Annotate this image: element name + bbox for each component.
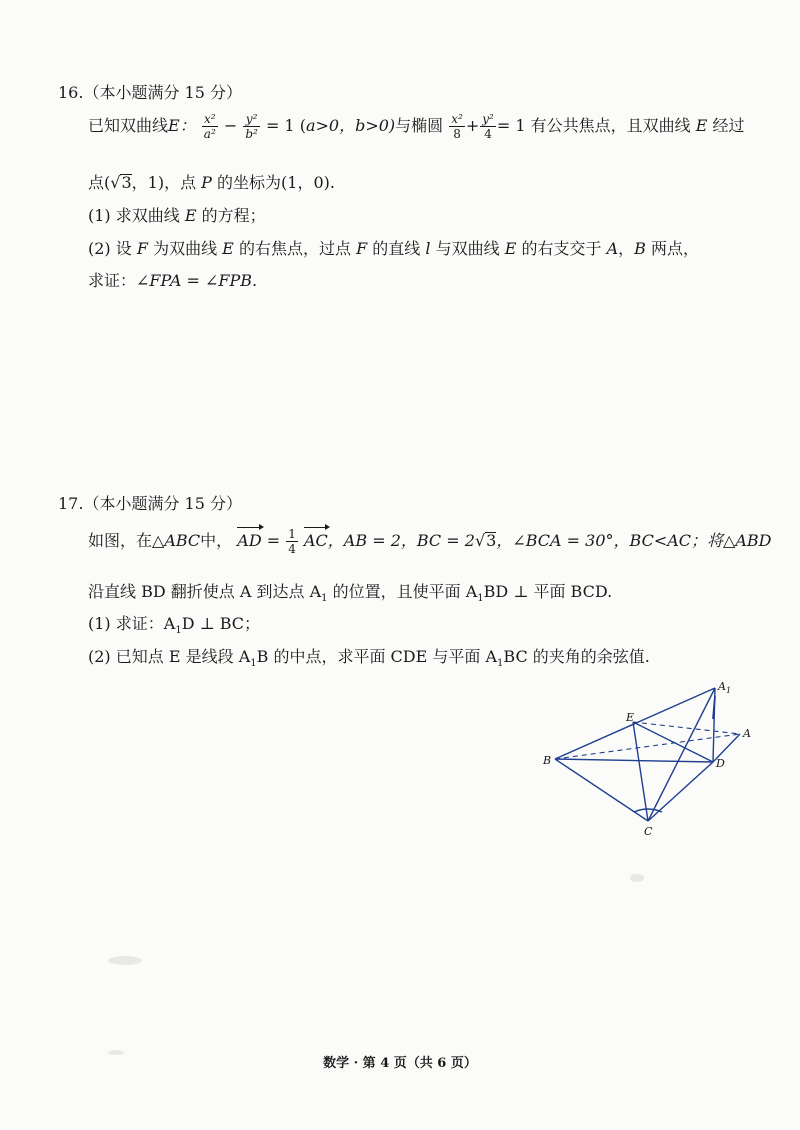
q17-stem-line1: 如图，在△ABC中， AD = $\frac{1}{4}$ AC，AB = 2，BC = 2√3，∠BCA = 30°，BC<AC；将△ABD: [88, 527, 772, 556]
q16-header: 16.（本小题满分 15 分）: [58, 83, 242, 102]
label-E: E: [626, 711, 635, 724]
edge-C-D: [648, 762, 713, 821]
fraction-y2-4: $\frac{\text{y²}}{4}$: [482, 112, 494, 141]
fraction-one-quarter: $\frac{1}{4}$: [288, 527, 296, 556]
q17-header: 17.（本小题满分 15 分）: [58, 494, 242, 513]
page-footer: 数学 · 第 4 页（共 6 页）: [323, 1056, 477, 1071]
q17-part1: (1) 求证：$A_1D$ ⊥ BC；: [88, 614, 261, 637]
label-D: D: [716, 757, 725, 770]
fraction-y2-b2: $\frac{\text{y²}}{\text{b²}}$: [245, 112, 258, 141]
q17-figure: [530, 676, 770, 846]
fraction-x2-a2: $\frac{\text{x²}}{\text{a²}}$: [203, 112, 216, 141]
edge-E-D: [633, 722, 713, 762]
label-B: B: [543, 754, 552, 767]
label-A: A: [743, 727, 751, 740]
fraction-x2-8: $\frac{\text{x²}}{8}$: [451, 112, 463, 141]
q16-part2: (2) 设 F 为双曲线 E 的右焦点，过点 F 的直线 l 与双曲线 E 的右支交于 A，B 两点，: [88, 239, 700, 258]
q16-part1: (1) 求双曲线 E 的方程；: [88, 206, 266, 225]
scan-smudge: [630, 874, 644, 882]
q16-stem-line2: 点(√3，1)，点 P 的坐标为(1，0).: [88, 173, 335, 192]
edge-C-A1: [648, 688, 715, 821]
label-A1: $A_1$: [718, 680, 732, 695]
q16-prove: 求证：∠FPA = ∠FPB.: [88, 271, 258, 290]
edge-C-E: [633, 722, 648, 821]
edge-E-A-dashed: [633, 722, 740, 734]
label-C: C: [644, 825, 653, 838]
edge-B-D: [555, 759, 713, 762]
scan-smudge: [108, 956, 142, 965]
q16-stem-line1: 已知双曲线E： $\frac{\text{x²}}{\text{a²}}$ − $\frac{\text{y²}}{\text{b²}}$ = 1 (a>0，b>0)与椭圆 $\frac{\text{x²}}{8}$ + $\frac{\text{y²}}{4}$ = 1 有公共焦点，且双曲线 E 经过: [88, 112, 745, 141]
q17-stem-line2: 沿直线 BD 翻折使点 A 到达点 $A_1$ 的位置，且使平面 $A_1BD$ ⊥ 平面 BCD.: [88, 582, 613, 605]
q17-part2: (2) 已知点 E 是线段 $A_1B$ 的中点，求平面 CDE 与平面 $A_1BC$ 的夹角的余弦值.: [88, 647, 650, 670]
